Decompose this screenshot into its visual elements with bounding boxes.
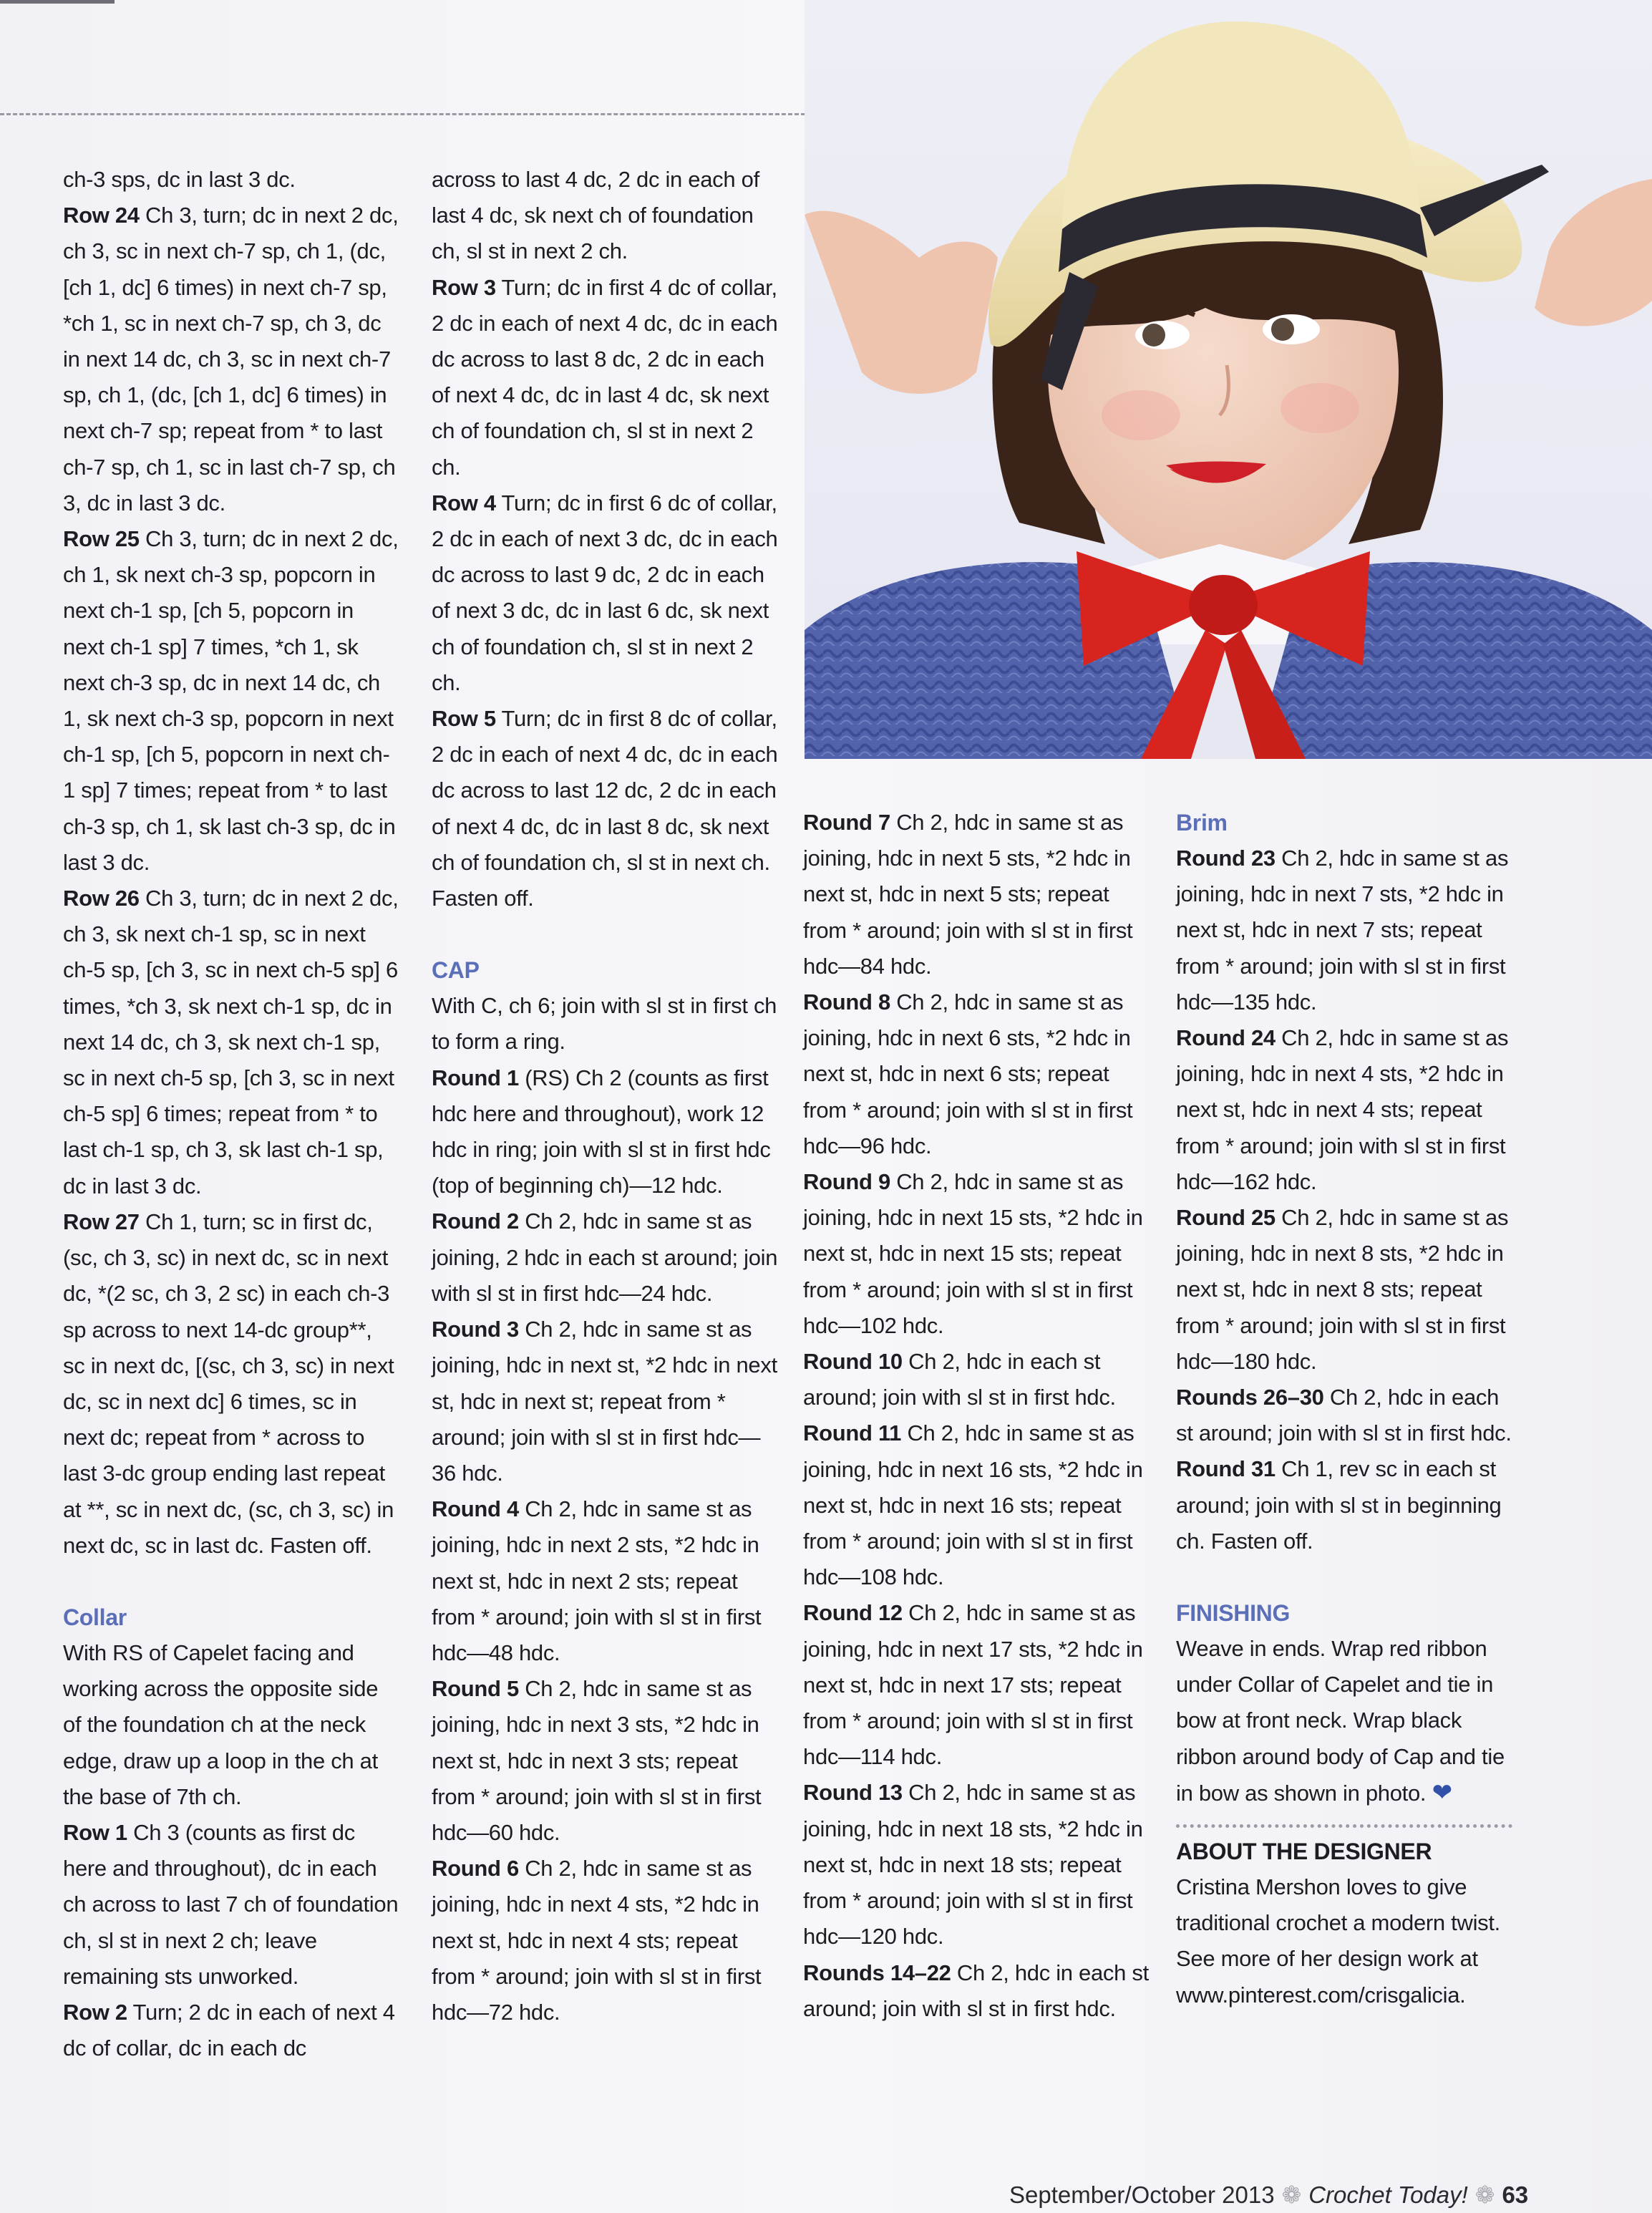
paragraph: across to last 4 dc, 2 dc in each of last 4 dc, sk next ch of foundation ch, sl st in next 2 ch. (432, 167, 759, 264)
collar-row-5: Row 5 Turn; dc in first 8 dc of collar, 2 dc in each of next 4 dc, dc in each dc across to last 12 dc, 2 dc in each of next 4 dc, dc in last 8 dc, sk next ch of foundation ch, sl st in next ch. Fasten off. (432, 706, 778, 911)
heart-icon: ❤ (1432, 1778, 1452, 1806)
page-number: 63 (1502, 2181, 1529, 2208)
round-10: Round 10 Ch 2, hdc in each st around; join with sl st in first hdc. (803, 1349, 1116, 1410)
round-4: Round 4 Ch 2, hdc in same st as joining, hdc in next 2 sts, *2 hdc in next st, hdc in next 2 sts; repeat from * around; join with sl st in first hdc—48 hdc. (432, 1496, 762, 1665)
photo-illustration (805, 0, 1652, 759)
text-column-1 (63, 162, 399, 2066)
round-6: Round 6 Ch 2, hdc in same st as joining, hdc in next 4 sts, *2 hdc in next st, hdc in next 4 sts; repeat from * around; join with sl st in first hdc—72 hdc. (432, 1856, 762, 2025)
round-13: Round 13 Ch 2, hdc in same st as joining, hdc in next 18 sts, *2 hdc in next st, hdc in next 18 sts; repeat from * around; join with sl st in first hdc—120 hdc. (803, 1780, 1143, 1950)
cap-heading: CAP (432, 957, 480, 984)
round-label: Round 13 (803, 1780, 903, 1806)
round-label: Round 3 (432, 1317, 519, 1342)
round-11: Round 11 Ch 2, hdc in same st as joining, hdc in next 16 sts, *2 hdc in next st, hdc in next 16 sts; repeat from * around; join with sl st in first hdc—108 hdc. (803, 1420, 1143, 1590)
round-label: Round 12 (803, 1600, 903, 1626)
about-designer-heading: ABOUT THE DESIGNER (1176, 1839, 1432, 1865)
text-column-3 (803, 805, 1150, 2027)
paragraph: ch-3 sps, dc in last 3 dc. (63, 167, 296, 192)
round-9: Round 9 Ch 2, hdc in same st as joining, hdc in next 15 sts, *2 hdc in next st, hdc in next 15 sts; repeat from * around; join with sl st in first hdc—102 hdc. (803, 1169, 1143, 1338)
round-label: Round 11 (803, 1420, 902, 1446)
finishing-heading: FINISHING (1176, 1600, 1291, 1627)
round-8: Round 8 Ch 2, hdc in same st as joining, hdc in next 6 sts, *2 hdc in next st, hdc in next 6 sts; repeat from * around; join with sl st in first hdc—96 hdc. (803, 989, 1133, 1158)
row-label: Row 2 (63, 1999, 127, 2025)
rounds-26-30: Rounds 26–30 Ch 2, hdc in each st around; join with sl st in first hdc. (1176, 1385, 1512, 1446)
collar-heading: Collar (63, 1604, 127, 1630)
round-label: Rounds 26–30 (1176, 1385, 1324, 1410)
row-label: Row 25 (63, 526, 140, 552)
cap-intro: With C, ch 6; join with sl st in first ch to form a ring. (432, 993, 777, 1055)
row-24: Row 24 Ch 3, turn; dc in next 2 dc, ch 3, sc in next ch-7 sp, ch 1, (dc, [ch 1, dc] 6 times) in next ch-7 sp, *ch 1, sc in next ch-7 sp, ch 3, dc in next 14 dc, ch 3, sc in next ch-7 sp, ch 1, (dc, [ch 1, dc] 6 times) in next ch-7 sp; repeat from * to last ch-7 sp, ch 1, sc in last ch-7 sp, ch 3, dc in last 3 dc. (63, 203, 399, 515)
rounds-14-22: Rounds 14–22 Ch 2, hdc in each st around; join with sl st in first hdc. (803, 1960, 1149, 2021)
round-label: Round 9 (803, 1169, 890, 1195)
round-label: Round 10 (803, 1349, 903, 1375)
round-label: Round 5 (432, 1676, 519, 1702)
round-label: Round 24 (1176, 1025, 1276, 1051)
collar-row-1: Row 1 Ch 3 (counts as first dc here and throughout), dc in each ch across to last 7 ch of foundation ch, sl st in next 2 ch; leave remaining sts unworked. (63, 1819, 399, 1989)
row-25: Row 25 Ch 3, turn; dc in next 2 dc, ch 1, sk next ch-3 sp, popcorn in next ch-1 sp, [ch 5, popcorn in next ch-1 sp] 7 times, *ch 1, sk next ch-3 sp, dc in next 14 dc, ch 1, sk next ch-3 sp, popcorn in next ch-1 sp, [ch 5, popcorn in next ch-1 sp] 7 times; repeat from * to last ch-3 sp, ch 1, sk last ch-3 sp, dc in last 3 dc. (63, 526, 399, 875)
collar-row-4: Row 4 Turn; dc in first 6 dc of collar, 2 dc in each of next 3 dc, dc in each dc across to last 9 dc, 2 dc in each of next 3 dc, dc in last 6 dc, sk next ch of foundation ch, sl st in next 2 ch. (432, 490, 778, 695)
dotted-divider (1176, 1824, 1512, 1828)
about-designer-text: Cristina Mershon loves to give traditional crochet a modern twist. See more of her design work at www.pinterest.com/crisgalicia. (1176, 1874, 1500, 2008)
round-24: Round 24 Ch 2, hdc in same st as joining, hdc in next 4 sts, *2 hdc in next st, hdc in next 4 sts; repeat from * around; join with sl st in first hdc—162 hdc. (1176, 1025, 1509, 1194)
round-label: Round 25 (1176, 1205, 1276, 1231)
round-label: Round 6 (432, 1856, 519, 1882)
collar-intro: With RS of Capelet facing and working across the opposite side of the foundation ch at the neck edge, draw up a loop in the ch at the base of 7th ch. (63, 1640, 379, 1809)
model-photo (805, 0, 1652, 759)
row-26: Row 26 Ch 3, turn; dc in next 2 dc, ch 3, sk next ch-1 sp, sc in next ch-5 sp, [ch 3, sc in next ch-5 sp] 6 times, *ch 3, sk next ch-1 sp, dc in next 14 dc, ch 3, sk next ch-1 sp, sc in next ch-5 sp, [ch 3, sc in next ch-5 sp] 6 times; repeat from * to last ch-1 sp, ch 3, sk last ch-1 sp, dc in last 3 dc. (63, 886, 399, 1198)
round-label: Round 8 (803, 989, 890, 1015)
finishing-text: Weave in ends. Wrap red ribbon under Collar of Capelet and tie in bow at front neck. Wrap black ribbon around body of Cap and tie in bow as shown in photo. ❤ (1176, 1636, 1505, 1806)
row-label: Row 3 (432, 274, 496, 300)
text-column-4 (1176, 805, 1520, 2013)
row-label: Row 4 (432, 490, 496, 515)
round-7: Round 7 Ch 2, hdc in same st as joining, hdc in next 5 sts, *2 hdc in next st, hdc in next 5 sts; repeat from * around; join with sl st in first hdc—84 hdc. (803, 810, 1133, 979)
round-label: Round 31 (1176, 1456, 1276, 1482)
row-label: Row 5 (432, 706, 496, 732)
flower-bullet-icon: ❁ (1281, 2181, 1302, 2208)
text-column-2 (432, 162, 782, 2030)
round-label: Round 1 (432, 1065, 519, 1090)
row-label: Row 27 (63, 1209, 140, 1234)
round-5: Round 5 Ch 2, hdc in same st as joining, hdc in next 3 sts, *2 hdc in next st, hdc in next 3 sts; repeat from * around; join with sl st in first hdc—60 hdc. (432, 1676, 762, 1845)
round-1: Round 1 (RS) Ch 2 (counts as first hdc here and throughout), work 12 hdc in ring; join with sl st in first hdc (top of beginning ch)—12 hdc. (432, 1065, 771, 1198)
top-dashed-rule (0, 113, 805, 115)
round-2: Round 2 Ch 2, hdc in same st as joining, 2 hdc in each st around; join with sl st in first hdc—24 hdc. (432, 1209, 778, 1306)
issue-date: September/October 2013 (1009, 2181, 1275, 2208)
flower-bullet-icon: ❁ (1474, 2181, 1495, 2208)
collar-row-2: Row 2 Turn; 2 dc in each of next 4 dc of collar, dc in each dc (63, 1999, 395, 2061)
round-25: Round 25 Ch 2, hdc in same st as joining, hdc in next 8 sts, *2 hdc in next st, hdc in next 8 sts; repeat from * around; join with sl st in first hdc—180 hdc. (1176, 1205, 1509, 1374)
row-label: Row 26 (63, 886, 140, 911)
row-label: Row 1 (63, 1819, 127, 1845)
row-label: Row 24 (63, 203, 140, 228)
round-label: Round 23 (1176, 846, 1276, 871)
round-31: Round 31 Ch 1, rev sc in each st around; join with sl st in beginning ch. Fasten off. (1176, 1456, 1502, 1554)
row-27: Row 27 Ch 1, turn; sc in first dc, (sc, ch 3, sc) in next dc, sc in next dc, *(2 sc, ch 3, 2 sc) in each ch-3 sp across to next 14-dc group**, sc in next dc, [(sc, ch 3, sc) in next dc, sc in next dc] 6 times, sc in next dc; repeat from * across to last 3-dc group ending last repeat at **, sc in next dc, (sc, ch 3, sc) in next dc, sc in last dc. Fasten off. (63, 1209, 394, 1558)
round-12: Round 12 Ch 2, hdc in same st as joining, hdc in next 17 sts, *2 hdc in next st, hdc in next 17 sts; repeat from * around; join with sl st in first hdc—114 hdc. (803, 1600, 1143, 1770)
round-3: Round 3 Ch 2, hdc in same st as joining, hdc in next st, *2 hdc in next st, hdc in next st; repeat from * around; join with sl st in first hdc—36 hdc. (432, 1317, 777, 1486)
top-edge-mark (0, 0, 115, 4)
round-label: Round 4 (432, 1496, 519, 1522)
page-footer (1009, 2181, 1528, 2209)
round-23: Round 23 Ch 2, hdc in same st as joining, hdc in next 7 sts, *2 hdc in next st, hdc in next 7 sts; repeat from * around; join with sl st in first hdc—135 hdc. (1176, 846, 1509, 1015)
brim-heading: Brim (1176, 810, 1228, 836)
collar-row-3: Row 3 Turn; dc in first 4 dc of collar, 2 dc in each of next 4 dc, dc in each dc across to last 8 dc, 2 dc in each of next 4 dc, dc in last 4 dc, sk next ch of foundation ch, sl st in next 2 ch. (432, 274, 778, 480)
round-label: Round 7 (803, 810, 890, 835)
round-label: Rounds 14–22 (803, 1960, 951, 1985)
bow-knot (1189, 575, 1258, 635)
round-label: Round 2 (432, 1209, 519, 1234)
magazine-name: Crochet Today! (1308, 2181, 1468, 2208)
